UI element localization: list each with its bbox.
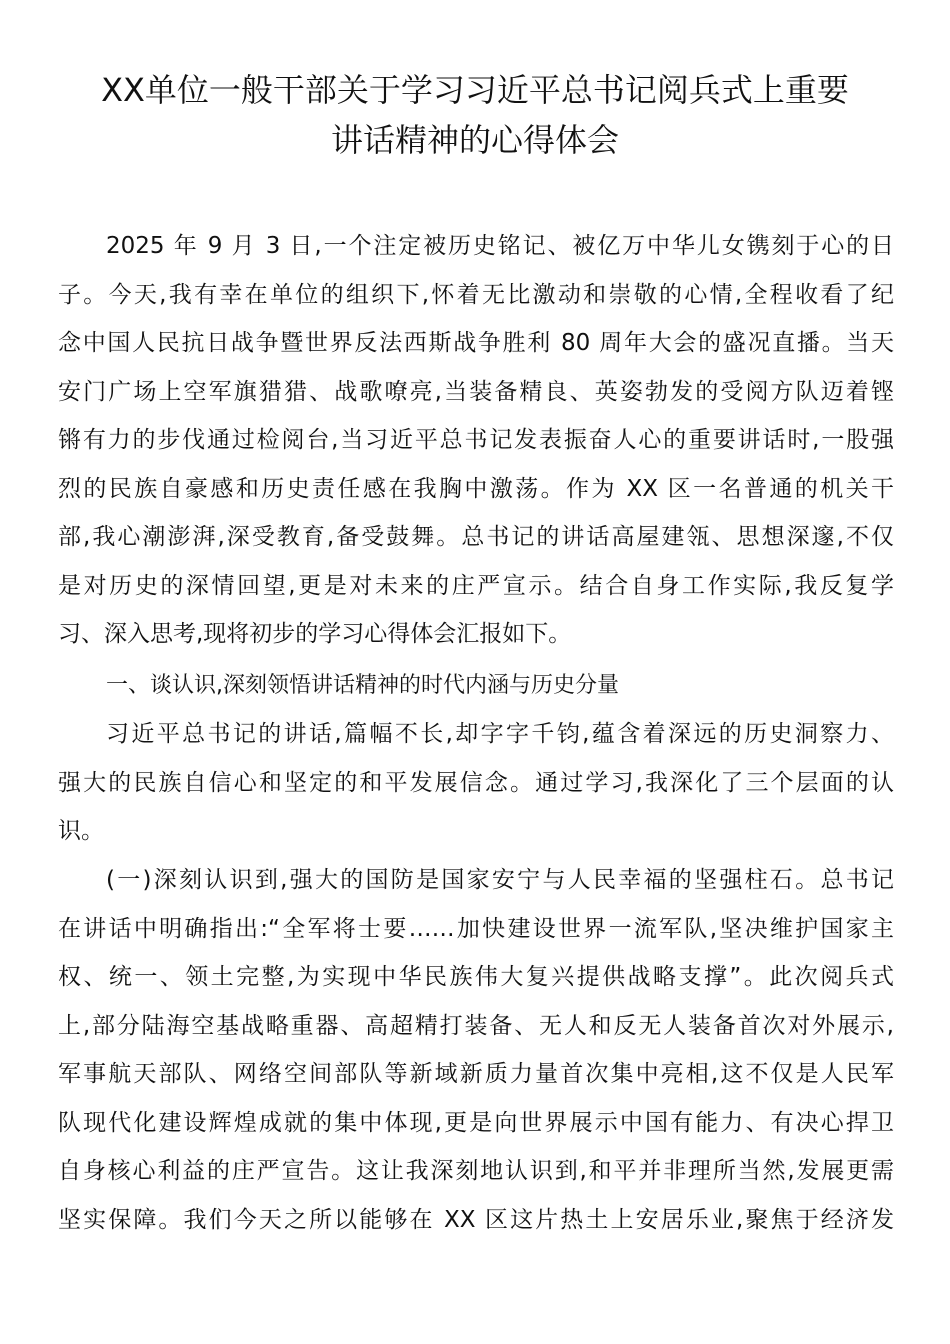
document-title-line-2: 讲话精神的心得体会 <box>330 121 619 159</box>
text-line: 识。 <box>58 818 104 844</box>
text-line: 部,我心潮澎湃,深受教育,备受鼓舞。总书记的讲话高屋建瓴、思想深邃,不仅 <box>58 524 894 550</box>
text-line: 锵有力的步伐通过检阅台,当习近平总书记发表振奋人心的重要讲话时,一股强 <box>58 427 894 453</box>
paragraph-defense <box>58 856 894 1244</box>
text-line: 在讲话中明确指出:“全军将士要……加快建设世界一流军队,坚决维护国家主 <box>58 915 894 942</box>
text-line: 是对历史的深情回望,更是对未来的庄严宣示。结合自身工作实际,我反复学 <box>58 572 894 599</box>
section-heading-text: 一、谈认识,深刻领悟讲话精神的时代内涵与历史分量 <box>106 673 619 698</box>
text-line: 权、统一、领土完整,为实现中华民族伟大复兴提供战略支撑”。此次阅兵式 <box>58 964 894 990</box>
text-line: 队现代化建设辉煌成就的集中体现,更是向世界展示中国有能力、有决心捍卫 <box>58 1109 894 1136</box>
text-line: 念中国人民抗日战争暨世界反法西斯战争胜利 80 周年大会的盛况直播。当天 <box>58 330 894 356</box>
text-line: 2025 年 9 月 3 日,一个注定被历史铭记、被亿万中华儿女镌刻于心的日 <box>106 233 894 259</box>
paragraph-understanding <box>58 710 894 856</box>
text-line: 子。今天,我有幸在单位的组织下,怀着无比激动和崇敬的心情,全程收看了纪 <box>58 281 894 308</box>
section-heading-1 <box>58 662 894 711</box>
text-line: 军事航天部队、网络空间部队等新域新质力量首次集中亮相,这不仅是人民军 <box>58 1061 894 1087</box>
text-line: 上,部分陆海空基战略重器、高超精打装备、无人和反无人装备首次对外展示, <box>58 1012 894 1039</box>
text-line: 烈的民族自豪感和历史责任感在我胸中激荡。作为 XX 区一名普通的机关干 <box>58 475 894 502</box>
document-title-line-1: XX单位一般干部关于学习习近平总书记阅兵式上重要 <box>101 71 849 109</box>
paragraph-intro <box>58 222 894 659</box>
text-line: 习、深入思考,现将初步的学习心得体会汇报如下。 <box>58 621 572 647</box>
text-line: 强大的民族自信心和坚定的和平发展信念。通过学习,我深化了三个层面的认 <box>58 769 894 796</box>
text-line: 坚实保障。我们今天之所以能够在 XX 区这片热土上安居乐业,聚焦于经济发 <box>58 1206 894 1233</box>
text-line: 自身核心利益的庄严宣告。这让我深刻地认识到,和平并非理所当然,发展更需 <box>58 1158 894 1184</box>
text-line: 安门广场上空军旗猎猎、战歌嘹亮,当装备精良、英姿勃发的受阅方队迈着铿 <box>58 378 894 405</box>
text-line: 习近平总书记的讲话,篇幅不长,却字字千钧,蕴含着深远的历史洞察力、 <box>106 721 894 747</box>
text-line: (一)深刻认识到,强大的国防是国家安宁与人民幸福的坚强柱石。总书记 <box>106 867 894 893</box>
